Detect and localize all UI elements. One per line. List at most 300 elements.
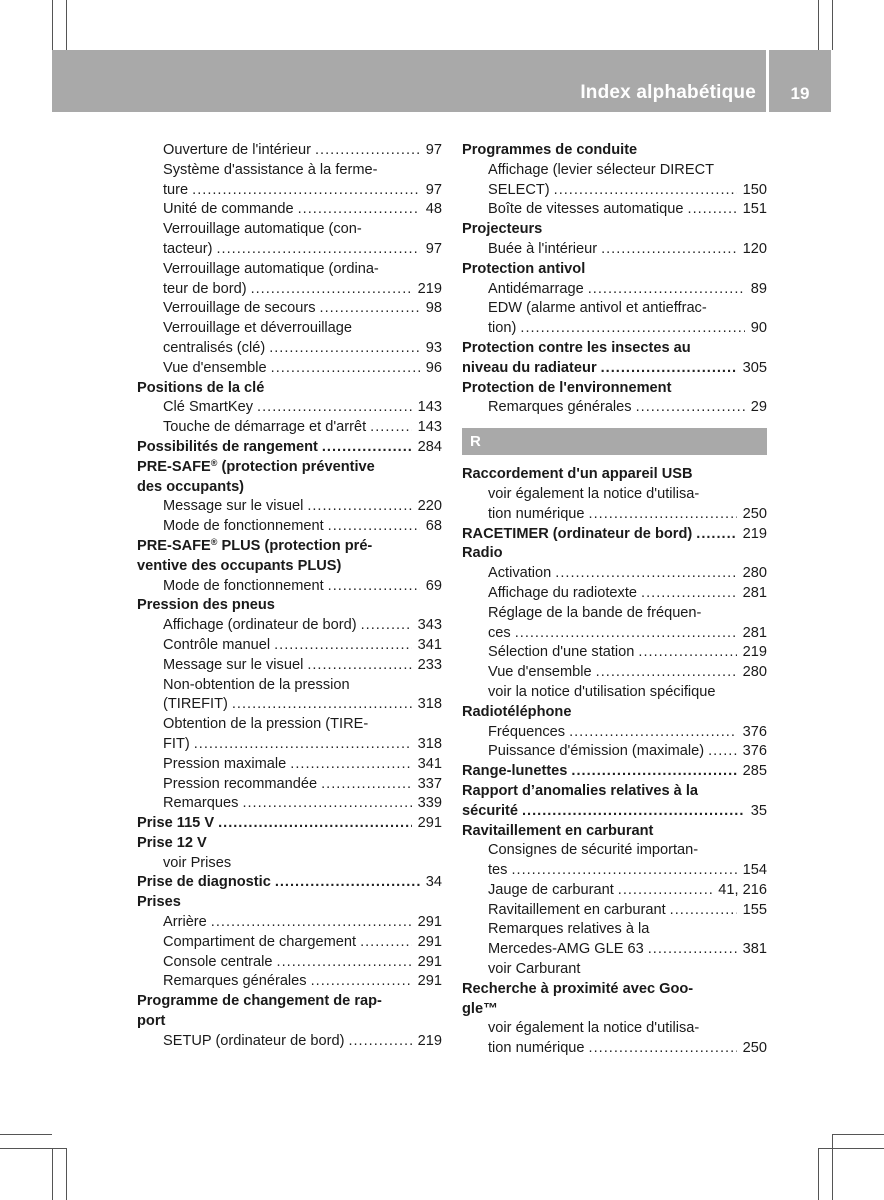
- index-entry-heading: [462, 359, 767, 379]
- dot-leader: [589, 1039, 737, 1059]
- entry-label: tacteur): [163, 240, 213, 257]
- entry-label: Contrôle manuel: [163, 636, 271, 653]
- crop-mark: [832, 1134, 884, 1135]
- entry-text: [462, 261, 585, 277]
- crop-mark: [818, 1148, 884, 1149]
- entry-label: Mercedes-AMG GLE 63: [488, 941, 644, 958]
- dot-leader: [370, 418, 411, 438]
- page-reference: 280: [742, 664, 767, 681]
- entry-text: [137, 597, 275, 613]
- entry-label: voir Prises: [163, 854, 232, 871]
- entry-text: [488, 723, 565, 743]
- dot-leader: [555, 564, 736, 584]
- entry-label: Buée à l'intérieur: [488, 240, 598, 257]
- entry-label: Ravitaillement en carburant: [488, 901, 666, 918]
- entry-text: [462, 762, 567, 782]
- dot-leader: [601, 359, 737, 379]
- entry-text: [488, 319, 516, 339]
- page-reference: 68: [425, 518, 442, 535]
- dot-leader: [275, 873, 420, 893]
- page-reference: 291: [417, 815, 442, 832]
- index-entry: [137, 755, 442, 775]
- entry-text: [488, 624, 511, 644]
- page-reference: 35: [750, 802, 767, 819]
- entry-label: ces: [488, 624, 511, 641]
- entry-text: [488, 1020, 699, 1036]
- entry-label: Protection contre les insectes au: [462, 339, 691, 356]
- dot-leader: [216, 240, 419, 260]
- entry-text: [163, 418, 366, 438]
- page-reference: 219: [417, 280, 442, 297]
- entry-label: Protection de l'environnement: [462, 379, 672, 396]
- dot-leader: [271, 359, 420, 379]
- index-entry: [137, 359, 442, 379]
- entry-text: [488, 742, 704, 762]
- index-entry-heading: [462, 260, 767, 280]
- index-entry-heading: [137, 834, 442, 854]
- dot-leader: [257, 398, 412, 418]
- entry-text: [163, 933, 356, 953]
- entry-label: voir Carburant: [488, 961, 581, 978]
- page-reference: 143: [417, 419, 442, 436]
- entry-label: port: [137, 1013, 166, 1030]
- page-reference: 151: [742, 201, 767, 218]
- entry-text: [163, 1032, 344, 1052]
- dot-leader: [315, 141, 420, 161]
- index-entry: [137, 141, 442, 161]
- page-reference: 96: [425, 359, 442, 376]
- index-entry: [137, 280, 442, 300]
- entry-text: [462, 466, 693, 482]
- page-reference: 220: [417, 498, 442, 515]
- crop-mark: [0, 1134, 52, 1135]
- entry-text: [462, 142, 637, 158]
- entry-label: Affichage (ordinateur de bord): [163, 617, 357, 634]
- index-entry: [462, 881, 767, 901]
- page-reference: 69: [425, 577, 442, 594]
- entry-label: Jauge de carburant: [488, 881, 614, 898]
- index-entry: [137, 775, 442, 795]
- index-entry-heading: [137, 893, 442, 913]
- entry-label: Obtention de la pression (TIRE-: [163, 716, 369, 733]
- entry-label: Touche de démarrage et d'arrêt: [163, 419, 367, 436]
- entry-text: [488, 901, 666, 921]
- index-entry: [462, 319, 767, 339]
- dot-leader: [648, 940, 737, 960]
- index-section-p-continued: [462, 141, 767, 418]
- entry-label: PRE-SAFE: [137, 458, 211, 475]
- entry-label: Sélection d'une station: [488, 644, 635, 661]
- entry-label: Radio: [462, 545, 503, 562]
- page-reference: 305: [742, 359, 767, 376]
- dot-leader: [307, 497, 411, 517]
- entry-label: Recherche à proximité avec Goo-: [462, 980, 694, 997]
- dot-leader: [618, 881, 713, 901]
- index-entry-heading: [137, 1012, 442, 1032]
- index-entry-heading: [137, 537, 442, 557]
- entry-label: PRE-SAFE: [137, 537, 211, 554]
- entry-label: Arrière: [163, 914, 207, 931]
- entry-text: [488, 605, 701, 621]
- index-entry: [462, 398, 767, 418]
- entry-text: [488, 881, 614, 901]
- entry-label: SETUP (ordinateur de bord): [163, 1032, 345, 1049]
- index-entry: [462, 604, 767, 624]
- entry-label-rest: (protection préventive: [217, 458, 375, 475]
- index-entry: [137, 953, 442, 973]
- index-entry: [137, 656, 442, 676]
- dot-leader: [601, 240, 737, 260]
- index-entry: [462, 280, 767, 300]
- crop-mark: [0, 1148, 66, 1149]
- page-reference: 337: [417, 775, 442, 792]
- entry-label: Activation: [488, 565, 552, 582]
- entry-label: Remarques générales: [488, 399, 632, 416]
- entry-label: Affichage (levier sélecteur DIRECT: [488, 161, 715, 178]
- entry-label: Pression recommandée: [163, 775, 318, 792]
- index-entry: [137, 497, 442, 517]
- index-entry: [137, 854, 442, 874]
- section-letter-bar: R: [462, 428, 767, 455]
- crop-mark: [66, 1148, 67, 1200]
- entry-text: [462, 802, 518, 822]
- index-entry-heading: [137, 557, 442, 577]
- entry-label: Raccordement d'un appareil USB: [462, 466, 693, 483]
- entry-text: [163, 636, 270, 656]
- entry-label: Radiotéléphone: [462, 703, 572, 720]
- crop-mark: [832, 1134, 833, 1200]
- page-number: 19: [790, 84, 810, 103]
- crop-mark: [818, 0, 819, 50]
- index-section-r: [462, 465, 767, 1059]
- dot-leader: [571, 762, 736, 782]
- dot-leader: [696, 525, 736, 545]
- entry-label: Puissance d'émission (maximale): [488, 743, 705, 760]
- entry-text: [163, 716, 368, 732]
- index-entry: [137, 200, 442, 220]
- entry-text: [488, 684, 716, 700]
- dot-leader: [218, 814, 412, 834]
- entry-text: [137, 438, 318, 458]
- dot-leader: [192, 181, 420, 201]
- entry-label: Prise 12 V: [137, 834, 207, 851]
- entry-text: [163, 695, 228, 715]
- entry-text: [163, 359, 267, 379]
- entry-label: RACETIMER (ordinateur de bord): [462, 525, 693, 542]
- entry-text: [163, 497, 303, 517]
- entry-label: Possibilités de rangement: [137, 438, 318, 455]
- index-entry-heading: [137, 458, 442, 478]
- entry-text: [488, 940, 644, 960]
- entry-text: [137, 538, 372, 554]
- index-entry-heading: [462, 1000, 767, 1020]
- index-entry: [137, 398, 442, 418]
- header-bar: [52, 50, 766, 112]
- index-entry: [137, 794, 442, 814]
- page-reference: 97: [425, 240, 442, 257]
- page-reference: 341: [417, 755, 442, 772]
- index-entry-heading: [137, 438, 442, 458]
- index-entry: [462, 940, 767, 960]
- dot-leader: [269, 339, 420, 359]
- index-entry: [137, 517, 442, 537]
- index-entry: [137, 933, 442, 953]
- index-entry: [462, 901, 767, 921]
- entry-text: [137, 459, 375, 475]
- entry-label: Mode de fonctionnement: [163, 577, 324, 594]
- index-entry-heading: [137, 478, 442, 498]
- crop-mark: [52, 0, 53, 50]
- entry-text: [163, 141, 311, 161]
- index-entry: [462, 1019, 767, 1039]
- index-column-left: [137, 141, 442, 1052]
- index-entry: [462, 920, 767, 940]
- page-reference: 281: [742, 624, 767, 641]
- entry-label: teur de bord): [163, 280, 247, 297]
- entry-label: Programme de changement de rap-: [137, 993, 382, 1010]
- index-entry: [137, 695, 442, 715]
- entry-label: ventive des occupants PLUS): [137, 557, 342, 574]
- dot-leader: [194, 735, 412, 755]
- dot-leader: [554, 181, 737, 201]
- entry-text: [488, 861, 507, 881]
- dot-leader: [670, 901, 737, 921]
- page-title: Index alphabétique: [580, 82, 756, 103]
- entry-text: [488, 842, 698, 858]
- entry-text: [163, 280, 247, 300]
- entry-text: [462, 981, 693, 997]
- dot-leader: [307, 656, 411, 676]
- index-entry: [137, 220, 442, 240]
- index-entry-heading: [462, 465, 767, 485]
- index-entry: [137, 339, 442, 359]
- entry-label: Message sur le visuel: [163, 656, 304, 673]
- page-reference: 291: [417, 914, 442, 931]
- index-entry: [137, 577, 442, 597]
- page-reference: 97: [425, 181, 442, 198]
- dot-leader: [274, 636, 412, 656]
- page-reference: 29: [750, 399, 767, 416]
- entry-label: Remarques relatives à la: [488, 921, 650, 938]
- index-entry: [462, 861, 767, 881]
- entry-text: [488, 1039, 585, 1059]
- page-reference: 120: [742, 240, 767, 257]
- page-reference: 143: [417, 399, 442, 416]
- index-entry: [137, 260, 442, 280]
- entry-label: Verrouillage de secours: [163, 300, 316, 317]
- index-entry-heading: [137, 379, 442, 399]
- dot-leader: [515, 624, 737, 644]
- entry-label: voir également la notice d'utilisa-: [488, 1020, 700, 1037]
- entry-label: Unité de commande: [163, 201, 294, 218]
- entry-text: [488, 200, 684, 220]
- dot-leader: [522, 802, 745, 822]
- entry-text: [137, 380, 264, 396]
- index-entry: [137, 161, 442, 181]
- entry-text: [488, 300, 707, 316]
- index-entry: [137, 715, 442, 735]
- entry-label: Consignes de sécurité importan-: [488, 842, 699, 859]
- page-reference: 48: [425, 201, 442, 218]
- entry-label: Remarques générales: [163, 973, 307, 990]
- entry-text: [163, 517, 324, 537]
- entry-text: [137, 993, 382, 1009]
- page-reference: 291: [417, 973, 442, 990]
- entry-label: (TIREFIT): [163, 696, 228, 713]
- entry-label: Pression des pneus: [137, 597, 275, 614]
- dot-leader: [641, 584, 737, 604]
- entry-label: Projecteurs: [462, 221, 543, 238]
- index-entry-heading: [462, 782, 767, 802]
- entry-text: [137, 835, 207, 851]
- entry-text: [163, 398, 253, 418]
- entry-text: [462, 1001, 498, 1017]
- index-entry: [462, 643, 767, 663]
- index-entry-heading: [462, 980, 767, 1000]
- entry-text: [163, 677, 350, 693]
- page-reference: 285: [742, 763, 767, 780]
- index-entry: [462, 505, 767, 525]
- page-reference: 219: [417, 1032, 442, 1049]
- index-entry-heading: [462, 703, 767, 723]
- dot-leader: [242, 794, 411, 814]
- entry-text: [163, 320, 352, 336]
- dot-leader: [290, 755, 411, 775]
- page-reference: 343: [417, 617, 442, 634]
- entry-label: sécurité: [462, 802, 518, 819]
- index-entry: [137, 676, 442, 696]
- index-entry: [462, 960, 767, 980]
- entry-label: gle™: [462, 1000, 498, 1017]
- entry-label: Remarques: [163, 795, 239, 812]
- dot-leader: [520, 319, 744, 339]
- registered-mark: ®: [210, 457, 218, 468]
- dot-leader: [589, 505, 737, 525]
- entry-text: [462, 525, 692, 545]
- page-reference: 291: [417, 953, 442, 970]
- page-reference: 93: [425, 339, 442, 356]
- entry-label: Pression maximale: [163, 755, 287, 772]
- entry-text: [462, 359, 597, 379]
- index-entry: [462, 485, 767, 505]
- entry-label: Positions de la clé: [137, 379, 265, 396]
- dot-leader: [321, 775, 412, 795]
- entry-text: [163, 577, 324, 597]
- index-entry-heading: [462, 822, 767, 842]
- entry-label: centralisés (clé): [163, 339, 266, 356]
- index-entry: [137, 418, 442, 438]
- dot-leader: [277, 953, 412, 973]
- index-entry: [137, 1032, 442, 1052]
- dot-leader: [636, 398, 745, 418]
- entry-text: [488, 280, 584, 300]
- entry-label: voir la notice d'utilisation spécifique: [488, 683, 716, 700]
- page-number-box: [769, 50, 831, 112]
- page-reference: 150: [742, 181, 767, 198]
- index-entry: [137, 240, 442, 260]
- dot-leader: [311, 972, 412, 992]
- entry-label: Verrouillage et déverrouillage: [163, 320, 353, 337]
- index-entry: [137, 636, 442, 656]
- index-entry: [462, 841, 767, 861]
- index-entry-heading: [137, 596, 442, 616]
- index-entry: [137, 319, 442, 339]
- entry-label: Fréquences: [488, 723, 566, 740]
- entry-text: [488, 240, 597, 260]
- dot-leader: [361, 616, 412, 636]
- dot-leader: [298, 200, 420, 220]
- crop-mark: [818, 1148, 819, 1200]
- entry-label: Ravitaillement en carburant: [462, 822, 654, 839]
- index-entry: [462, 742, 767, 762]
- entry-label: niveau du radiateur: [462, 359, 597, 376]
- page-reference: 219: [742, 644, 767, 661]
- entry-text: [488, 663, 592, 683]
- index-entry: [462, 1039, 767, 1059]
- entry-text: [488, 584, 637, 604]
- entry-text: [163, 953, 273, 973]
- entry-text: [488, 643, 634, 663]
- dot-leader: [638, 643, 736, 663]
- index-entry-heading: [462, 220, 767, 240]
- entry-text: [488, 162, 714, 178]
- dot-leader: [688, 200, 737, 220]
- page-reference: 89: [750, 280, 767, 297]
- page-reference: 250: [742, 1040, 767, 1057]
- entry-text: [488, 398, 632, 418]
- index-entry: [462, 161, 767, 181]
- entry-text: [163, 339, 265, 359]
- entry-text: [488, 564, 551, 584]
- entry-text: [163, 221, 362, 237]
- index-entry: [462, 723, 767, 743]
- entry-label: Ouverture de l'intérieur: [163, 142, 311, 158]
- entry-text: [163, 735, 190, 755]
- entry-text: [462, 545, 503, 561]
- entry-text: [137, 558, 341, 574]
- entry-label: Affichage du radiotexte: [488, 584, 638, 601]
- entry-label: tion): [488, 320, 517, 337]
- entry-label: des occupants): [137, 478, 245, 495]
- page-reference: 233: [417, 656, 442, 673]
- entry-label: FIT): [163, 735, 190, 752]
- index-entry: [462, 200, 767, 220]
- entry-label: tion numérique: [488, 505, 585, 522]
- entry-text: [137, 1013, 165, 1029]
- dot-leader: [708, 742, 737, 762]
- page-reference: 97: [425, 142, 442, 158]
- entry-label: Réglage de la bande de fréquen-: [488, 604, 702, 621]
- index-entry: [137, 972, 442, 992]
- dot-leader: [348, 1032, 411, 1052]
- entry-text: [462, 221, 542, 237]
- index-entry-heading: [137, 992, 442, 1012]
- page-reference: 339: [417, 795, 442, 812]
- page-reference: 250: [742, 505, 767, 522]
- index-entry: [137, 299, 442, 319]
- entry-label: Boîte de vitesses automatique: [488, 201, 684, 218]
- entry-label: Antidémarrage: [488, 280, 584, 297]
- page-reference: 41, 216: [718, 881, 767, 898]
- entry-text: [462, 823, 653, 839]
- entry-text: [163, 755, 286, 775]
- entry-label: Protection antivol: [462, 260, 586, 277]
- page-reference: 381: [742, 941, 767, 958]
- page-reference: 280: [742, 565, 767, 582]
- index-entry-heading: [462, 544, 767, 564]
- entry-text: [488, 505, 585, 525]
- crop-mark: [832, 0, 833, 50]
